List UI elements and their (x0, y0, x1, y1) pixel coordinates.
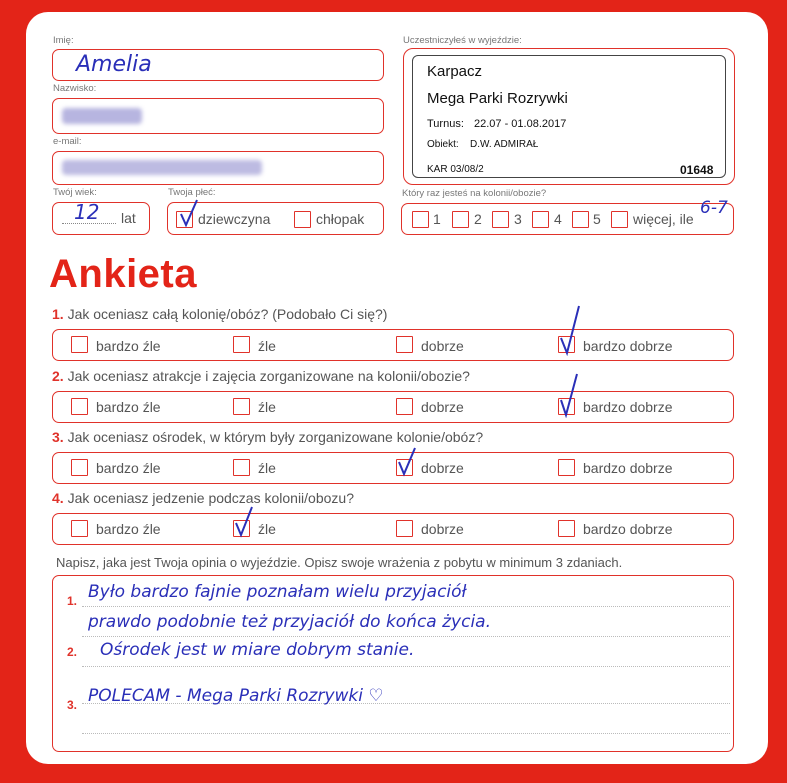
q2-checkmark (558, 372, 580, 418)
ktory-checkbox-1[interactable] (412, 211, 429, 228)
ktory-option-2: 2 (474, 211, 482, 227)
nazwisko-label: Nazwisko: (53, 83, 97, 94)
opinion-line (82, 606, 730, 607)
q4-option-zle: źle (258, 521, 276, 537)
q2-option-bardzo-zle: bardzo źle (96, 399, 161, 415)
q4-option-dobrze: dobrze (421, 521, 464, 537)
question-text: Jak oceniasz atrakcje i zajęcia zorganizowane na kolonii/obozie? (67, 368, 470, 384)
q3-option-bardzo-dobrze: bardzo dobrze (583, 460, 673, 476)
ktory-checkbox-3[interactable] (492, 211, 509, 228)
ktory-option-5: 5 (593, 211, 601, 227)
q1-option-dobrze: dobrze (421, 338, 464, 354)
ktory-checkbox-wiecej[interactable] (611, 211, 628, 228)
q2-option-bardzo-dobrze: bardzo dobrze (583, 399, 673, 415)
q3-option-zle: źle (258, 460, 276, 476)
q3-checkmark (396, 446, 418, 478)
q4-checkbox-dobrze[interactable] (396, 520, 413, 537)
stamp-name: Mega Parki Rozrywki (427, 90, 568, 107)
ktory-label: Który raz jesteś na kolonii/obozie? (402, 188, 547, 199)
stamp-code: KAR 03/08/2 (427, 164, 484, 175)
plec-option-chlopak: chłopak (316, 211, 365, 227)
ktory-checkbox-2[interactable] (452, 211, 469, 228)
ktory-option-wiecej: więcej, ile (633, 211, 694, 227)
q2-checkbox-zle[interactable] (233, 398, 250, 415)
question-2 (52, 368, 470, 384)
q4-checkbox-bardzo-zle[interactable] (71, 520, 88, 537)
plec-label: Twoja płeć: (168, 187, 216, 198)
question-number: 2. (52, 368, 64, 384)
redacted-surname (62, 108, 142, 124)
opinion-text-line-3: Ośrodek jest w miare dobrym stanie. (100, 640, 415, 660)
q2-checkbox-dobrze[interactable] (396, 398, 413, 415)
imie-label: Imię: (53, 35, 74, 46)
opinion-text-line-4: POLECAM - Mega Parki Rozrywki ♡ (88, 686, 384, 706)
wiek-label: Twój wiek: (53, 187, 97, 198)
q3-checkbox-bardzo-dobrze[interactable] (558, 459, 575, 476)
plec-checkmark (178, 198, 200, 230)
opinion-line-number-2: 2. (67, 645, 78, 659)
q1-option-bardzo-dobrze: bardzo dobrze (583, 338, 673, 354)
q1-checkbox-zle[interactable] (233, 336, 250, 353)
q2-checkbox-bardzo-zle[interactable] (71, 398, 88, 415)
q1-checkbox-bardzo-zle[interactable] (71, 336, 88, 353)
ktory-option-1: 1 (433, 211, 441, 227)
q1-checkmark (558, 304, 582, 356)
q4-checkbox-bardzo-dobrze[interactable] (558, 520, 575, 537)
question-text: Jak oceniasz jedzenie podczas kolonii/obozu? (67, 490, 354, 506)
ktory-option-3: 3 (514, 211, 522, 227)
q2-option-zle: źle (258, 399, 276, 415)
stamp-turnus-label: Turnus: (427, 118, 464, 130)
q4-checkmark (233, 505, 255, 539)
opinion-line (82, 733, 730, 734)
q4-option-bardzo-zle: bardzo źle (96, 521, 161, 537)
redacted-email (62, 160, 262, 175)
wiek-value: 12 (74, 200, 100, 224)
stamp-city: Karpacz (427, 63, 483, 80)
opinion-text-line-1: Było bardzo fajnie poznałam wielu przyjaciół (88, 582, 467, 602)
q1-option-bardzo-zle: bardzo źle (96, 338, 161, 354)
opinion-line-number-1: 1. (67, 594, 78, 608)
q2-option-dobrze: dobrze (421, 399, 464, 415)
stamp-obiekt-value: D.W. ADMIRAŁ (470, 139, 539, 150)
q1-option-zle: źle (258, 338, 276, 354)
ktory-checkbox-4[interactable] (532, 211, 549, 228)
email-label: e-mail: (53, 136, 82, 147)
question-number: 4. (52, 490, 64, 506)
survey-title: Ankieta (49, 252, 197, 296)
q3-checkbox-zle[interactable] (233, 459, 250, 476)
opinion-text-line-2: prawdo podobnie też przyjaciół do końca życia. (88, 612, 492, 632)
question-number: 3. (52, 429, 64, 445)
wiek-unit: lat (121, 210, 136, 226)
q3-option-dobrze: dobrze (421, 460, 464, 476)
question-4 (52, 490, 354, 506)
uczestnik-label: Uczestniczyłeś w wyjeździe: (403, 35, 522, 46)
q4-option-bardzo-dobrze: bardzo dobrze (583, 521, 673, 537)
stamp-number: 01648 (680, 163, 714, 177)
question-3 (52, 429, 483, 445)
q3-option-bardzo-zle: bardzo źle (96, 460, 161, 476)
question-number: 1. (52, 306, 64, 322)
opinion-prompt: Napisz, jaka jest Twoja opinia o wyjeździe. Opisz swoje wrażenia z pobytu w minimum 3 zdaniach. (56, 555, 623, 570)
plec-option-dziewczyna: dziewczyna (198, 211, 271, 227)
question-text: Jak oceniasz całą kolonię/obóz? (Podobało Ci się?) (67, 306, 388, 322)
question-text: Jak oceniasz ośrodek, w którym były zorganizowane kolonie/obóz? (67, 429, 484, 445)
stamp-turnus-value: 22.07 - 01.08.2017 (474, 118, 567, 130)
plec-checkbox-chlopak[interactable] (294, 211, 311, 228)
ktory-option-4: 4 (554, 211, 562, 227)
opinion-line (82, 636, 730, 637)
q1-checkbox-dobrze[interactable] (396, 336, 413, 353)
stamp-obiekt-label: Obiekt: (427, 139, 459, 150)
q3-checkbox-bardzo-zle[interactable] (71, 459, 88, 476)
opinion-line-number-3: 3. (67, 698, 78, 712)
opinion-line (82, 666, 730, 667)
question-1 (52, 306, 387, 322)
imie-value: Amelia (76, 52, 152, 77)
ktory-checkbox-5[interactable] (572, 211, 589, 228)
ktory-value: 6-7 (700, 198, 728, 218)
